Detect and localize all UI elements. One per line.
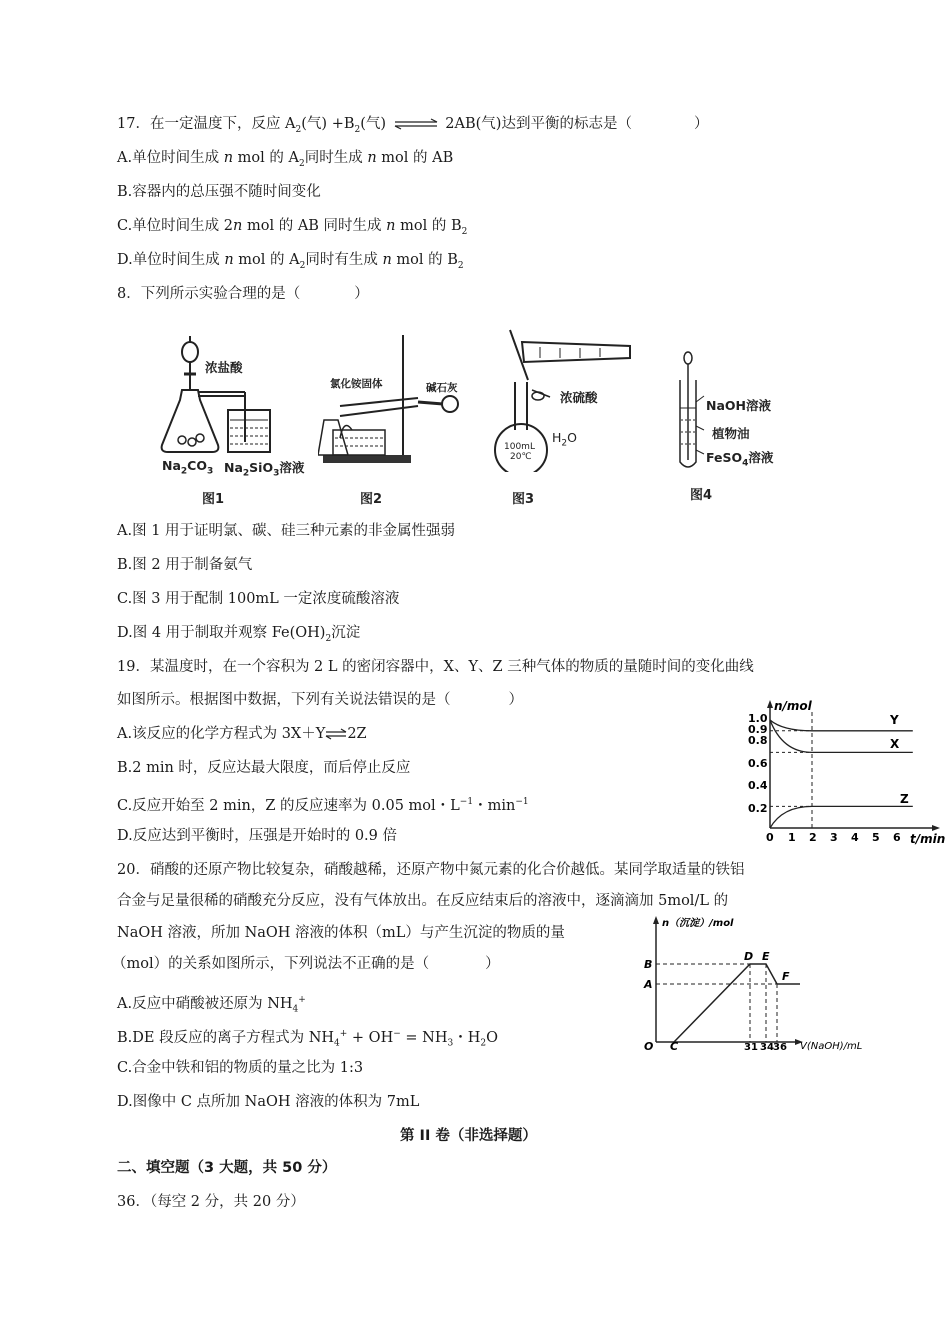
q17-option-d-text: mol 的 B	[396, 252, 458, 268]
test-tube-illustration	[670, 350, 710, 475]
series-label-z: Z	[900, 792, 909, 806]
q17-option-b: B.容器内的总压强不随时间变化	[117, 184, 321, 200]
q17-option-d-text: D.单位时间生成	[117, 252, 220, 268]
fig4-naoh-label: NaOH溶液	[706, 398, 771, 413]
y-axis-label: n（沉淀）/mol	[662, 918, 734, 929]
y-tick-1.0: 1.0	[748, 712, 768, 725]
formula-part: Na	[224, 460, 243, 475]
fig4-feso4-label	[706, 448, 773, 469]
equilibrium-arrow-icon	[325, 728, 347, 740]
formula-part: Na	[162, 458, 181, 473]
q17-option-c-text: C.单位时间生成 2	[117, 218, 234, 234]
y-axis-arrow	[767, 700, 773, 708]
superscript: +	[339, 1029, 348, 1039]
q19-option-c	[117, 792, 529, 816]
subscript: 4	[334, 1038, 340, 1049]
q19-line-2-text: ）	[508, 692, 523, 708]
q17-stem-part: (气) +B	[301, 116, 355, 132]
variable-n: n	[382, 252, 392, 268]
equilibrium-arrow-icon	[393, 118, 439, 130]
q20-option-b-text: ・H	[453, 1029, 481, 1046]
q17-stem-part: 2AB(气)达到平衡的标志是（	[445, 116, 632, 132]
x-ticks	[788, 831, 901, 844]
figure-3	[490, 322, 640, 505]
subscript: 2	[298, 158, 305, 169]
q20-line-4-text: ）	[485, 956, 500, 972]
subscript: 2	[457, 260, 464, 271]
q20-line-4	[112, 954, 500, 974]
fig2-caption: 图2	[360, 492, 383, 507]
variable-n: n	[233, 218, 243, 234]
fig4-caption: 图4	[690, 488, 713, 503]
superscript: −1	[515, 797, 529, 807]
origin-label: 0	[766, 831, 774, 844]
q20-option-c: C.合金中铁和铝的物质的量之比为 1:3	[117, 1060, 364, 1076]
point-label-a: A	[644, 978, 653, 991]
q18-option-c: C.图 3 用于配制 100mL 一定浓度硫酸溶液	[117, 591, 400, 607]
q20-line-3: NaOH 溶液，所加 NaOH 溶液的体积（mL）与产生沉淀的物质的量	[117, 925, 565, 941]
part2-section-heading: 二、填空题（3 大题，共 50 分）	[117, 1160, 337, 1176]
subscript: 2	[299, 260, 306, 271]
y-tick-0.2: 0.2	[748, 802, 768, 815]
subscript: 4	[742, 458, 749, 469]
q20-option-a	[117, 990, 306, 1020]
series-label-x: X	[890, 737, 900, 751]
q19-option-b: B.2 min 时，反应达最大限度，而后停止反应	[117, 760, 411, 776]
fig3-temp-label: 20℃	[510, 452, 532, 462]
superscript: −	[393, 1029, 401, 1039]
formula-part: 溶液	[279, 460, 305, 475]
y-ticks	[748, 712, 768, 815]
subscript: 2	[325, 633, 332, 644]
x-axis-label: t/min	[910, 832, 946, 846]
q17-option-a-text: mol 的 A	[237, 150, 299, 166]
q19-option-a	[117, 724, 367, 744]
subscript: 2	[480, 1038, 487, 1049]
q18-stem-text: 8．下列所示实验合理的是（	[117, 286, 301, 302]
y-axis-arrow	[653, 916, 659, 924]
q18-option-d	[117, 623, 360, 649]
q18-option-a: A.图 1 用于证明氯、碳、硅三种元素的非金属性强弱	[117, 523, 456, 539]
q17-option-c-text: mol 的 AB 同时生成	[246, 218, 382, 234]
x-tick-31: 31	[744, 1042, 758, 1052]
q17-stem-part: (气)	[360, 116, 387, 132]
variable-n: n	[224, 252, 234, 268]
q17-stem-part: 17．在一定温度下，反应 A	[117, 116, 296, 132]
origin-label: O	[644, 1040, 654, 1052]
point-label-e: E	[762, 950, 770, 963]
x-tick-34: 34	[760, 1042, 774, 1052]
fig1-na2sio3-label	[224, 458, 304, 479]
q20-option-b-text: + OH	[347, 1029, 394, 1046]
q19-option-c-text: C.反应开始至 2 min，Z 的反应速率为 0.05 mol・L	[117, 797, 460, 814]
point-label-b: B	[644, 958, 653, 971]
fig2-sodalime-label: 碱石灰	[426, 382, 458, 394]
superscript: +	[298, 995, 306, 1005]
x-axis-label: V(NaOH)/mL	[800, 1041, 863, 1052]
x-tick-4: 4	[851, 831, 859, 844]
q18-stem	[117, 284, 369, 304]
subscript: 2	[561, 438, 568, 449]
subscript: 2	[295, 124, 302, 135]
q18-stem-text: ）	[354, 286, 369, 302]
figure-1	[160, 330, 310, 505]
q20-option-d: D.图像中 C 点所加 NaOH 溶液的体积为 7mL	[117, 1094, 420, 1110]
q19-option-d: D.反应达到平衡时，压强是开始时的 0.9 倍	[117, 828, 397, 844]
q19-option-c-text: ・min	[473, 797, 516, 814]
formula-part: O	[567, 430, 577, 445]
formula-part: H	[552, 430, 562, 445]
variable-n: n	[367, 150, 377, 166]
q20-line-2: 合金与足量很稀的硝酸充分反应，没有气体放出。在反应结束后的溶液中，逐滴滴加 5mol/L 的	[117, 893, 729, 909]
q17-option-c	[117, 216, 467, 242]
q17-option-a-text: A.单位时间生成	[117, 150, 220, 166]
q18-option-b: B.图 2 用于制备氨气	[117, 557, 253, 573]
heating-tube-illustration	[318, 330, 478, 470]
fig2-nh4cl-label: 氯化铵固体	[330, 378, 383, 390]
subscript: 2	[461, 226, 468, 237]
figure-4	[670, 350, 800, 505]
subscript: 3	[273, 468, 280, 479]
y-tick-0.9: 0.9	[748, 723, 768, 736]
fig3-volume-label: 100mL	[504, 442, 535, 452]
fig3-caption: 图3	[512, 492, 535, 507]
variable-n: n	[223, 150, 234, 166]
x-tick-3: 3	[830, 831, 838, 844]
x-tick-2: 2	[809, 831, 817, 844]
point-label-f: F	[782, 970, 790, 983]
q20-option-b-text: O	[486, 1029, 498, 1046]
x-axis-arrow	[932, 825, 940, 831]
series-label-y: Y	[890, 713, 899, 727]
y-tick-0.4: 0.4	[748, 779, 768, 792]
q20-line-4-text: （mol）的关系如图所示，下列说法不正确的是（	[112, 956, 430, 972]
x-tick-1: 1	[788, 831, 796, 844]
y-tick-0.8: 0.8	[748, 734, 768, 747]
y-tick-0.6: 0.6	[748, 757, 768, 770]
x-tick-6: 6	[893, 831, 901, 844]
formula-part: FeSO	[706, 450, 743, 465]
series-line-z	[770, 806, 913, 828]
q17-option-d-text: 同时有生成	[305, 252, 378, 268]
formula-part: SiO	[249, 460, 274, 475]
flask-apparatus-illustration	[160, 330, 310, 470]
q17-stem	[117, 114, 708, 140]
q18-option-d-text: D.图 4 用于制取并观察 Fe(OH)	[117, 625, 326, 641]
subscript: 3	[206, 466, 214, 477]
fig1-caption: 图1	[202, 492, 225, 507]
superscript: −1	[459, 797, 474, 807]
q19-line-2-text: 如图所示。根据图中数据，下列有关说法错误的是（	[117, 692, 451, 708]
q19-amount-time-chart	[738, 698, 948, 848]
variable-n: n	[386, 218, 396, 234]
q20-line-1: 20．硝酸的还原产物比较复杂，硝酸越稀，还原产物中氮元素的化合价越低。某同学取适量的铁铝	[117, 862, 745, 878]
q19-option-a-text: 2Z	[347, 726, 367, 742]
q20-option-b	[117, 1024, 498, 1054]
subscript: 2	[180, 466, 188, 477]
fig4-oil-label: 植物油	[712, 426, 750, 441]
point-label-c: C	[670, 1040, 679, 1052]
q17-option-d-text: mol 的 A	[238, 252, 300, 268]
q36-heading: 36．（每空 2 分，共 20 分）	[117, 1194, 305, 1210]
q18-option-d-text: 沉淀	[331, 625, 361, 641]
q17-option-a-text: mol 的 AB	[381, 150, 454, 166]
q20-option-b-text: = NH	[400, 1029, 448, 1046]
subscript: 3	[447, 1038, 454, 1049]
y-axis-label: n/mol	[774, 699, 812, 713]
q20-option-a-text: A.反应中硝酸被还原为 NH	[117, 995, 293, 1012]
q17-option-c-text: mol 的 B	[400, 218, 462, 234]
fig3-h2so4-label: 浓硫酸	[560, 390, 598, 405]
fig3-water-label	[552, 430, 577, 449]
subscript: 2	[354, 124, 361, 135]
formula-part: 溶液	[748, 450, 774, 465]
figure-2	[318, 330, 478, 505]
formula-part: CO	[187, 458, 207, 473]
q17-option-d	[117, 250, 464, 276]
q17-stem-part: ）	[693, 116, 709, 132]
q19-option-a-text: A.该反应的化学方程式为 3X＋Y	[117, 726, 326, 742]
fig1-na2co3-label	[162, 458, 213, 477]
point-label-d: D	[744, 950, 754, 963]
q20-precipitate-chart	[632, 912, 872, 1052]
q17-option-a	[117, 148, 453, 174]
fig1-hcl-label: 浓盐酸	[205, 360, 243, 375]
q20-option-b-text: B.DE 段反应的离子方程式为 NH	[117, 1029, 335, 1046]
subscript: 4	[292, 1004, 299, 1015]
q17-option-a-text: 同时生成	[304, 150, 363, 166]
x-tick-5: 5	[872, 831, 880, 844]
q19-line-1: 19．某温度时，在一个容积为 2 L 的密闭容器中，X、Y、Z 三种气体的物质的量随时间的变化曲线	[117, 659, 754, 675]
part2-title: 第 II 卷（非选择题）	[400, 1128, 537, 1144]
q19-line-2	[117, 690, 523, 710]
x-tick-36: 36	[773, 1042, 787, 1052]
subscript: 2	[242, 468, 250, 479]
